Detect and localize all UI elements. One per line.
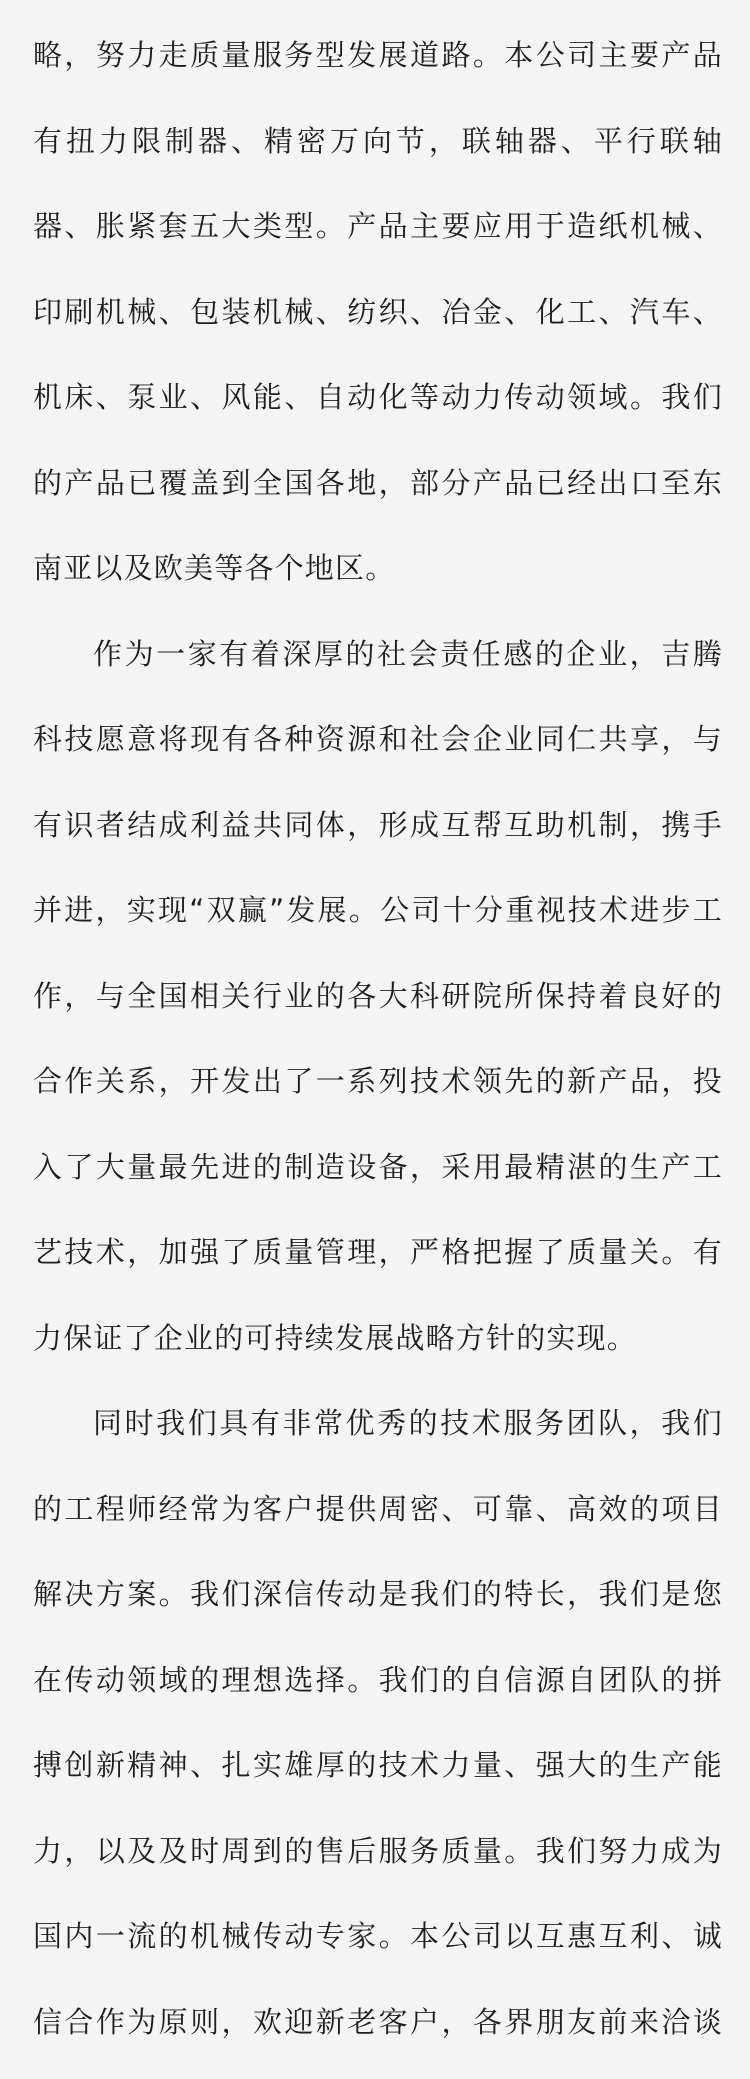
article-body: [33, 0, 723, 2079]
paragraph-line: 力保证了企业的可持续发展战略方针的实现。: [33, 1320, 638, 1355]
paragraph-line: 作为一家有着深厚的社会责任感的企业，吉腾: [93, 636, 723, 671]
paragraph-line: 有扭力限制器、精密万向节，联轴器、平行联轴: [33, 123, 723, 158]
paragraph-line: 国内一流的机械传动专家。本公司以互惠互利、诚: [33, 1919, 723, 1953]
paragraph-line: 搏创新精神、扎实雄厚的技术力量、强大的生产能: [33, 1748, 723, 1782]
paragraph-line: 信合作为原则，欢迎新老客户，各界朋友前来洽谈: [33, 2004, 723, 2039]
paragraph-line: 并进，实现“双赢”发展。公司十分重视技术进步工: [33, 893, 723, 927]
paragraph-line: 合作关系，开发出了一系列技术领先的新产品，投: [33, 1064, 723, 1098]
paragraph-line: 力，以及及时周到的售后服务质量。我们努力成为: [33, 1833, 723, 1868]
paragraph-line: 作，与全国相关行业的各大科研院所保持着良好的: [33, 978, 723, 1013]
paragraph-line: 艺技术，加强了质量管理，严格把握了质量关。有: [33, 1235, 723, 1269]
paragraph-line: 解决方案。我们深信传动是我们的特长，我们是您: [33, 1577, 723, 1611]
paragraph-line: 在传动领域的理想选择。我们的自信源自团队的拼: [33, 1662, 723, 1697]
paragraph-line: 入了大量最先进的制造设备，采用最精湛的生产工: [33, 1149, 723, 1184]
paragraph-line: 器、胀紧套五大类型。产品主要应用于造纸机械、: [33, 209, 723, 243]
paragraph-line: 有识者结成利益共同体，形成互帮互助机制，携手: [33, 807, 723, 842]
paragraph-line: 南亚以及欧美等各个地区。: [33, 551, 396, 585]
paragraph-line: 机床、泵业、风能、自动化等动力传动领域。我们: [33, 380, 723, 414]
paragraph-line: 的工程师经常为客户提供周密、可靠、高效的项目: [33, 1491, 723, 1526]
paragraph-line: 略，努力走质量服务型发展道路。本公司主要产品: [33, 38, 723, 72]
paragraph-line: 同时我们具有非常优秀的技术服务团队，我们: [93, 1406, 723, 1440]
paragraph-line: 科技愿意将现有各种资源和社会企业同仁共享，与: [33, 722, 723, 756]
paragraph-line: 的产品已覆盖到全国各地，部分产品已经出口至东: [33, 465, 723, 500]
paragraph-line: 印刷机械、包装机械、纺织、冶金、化工、汽车、: [33, 294, 723, 329]
